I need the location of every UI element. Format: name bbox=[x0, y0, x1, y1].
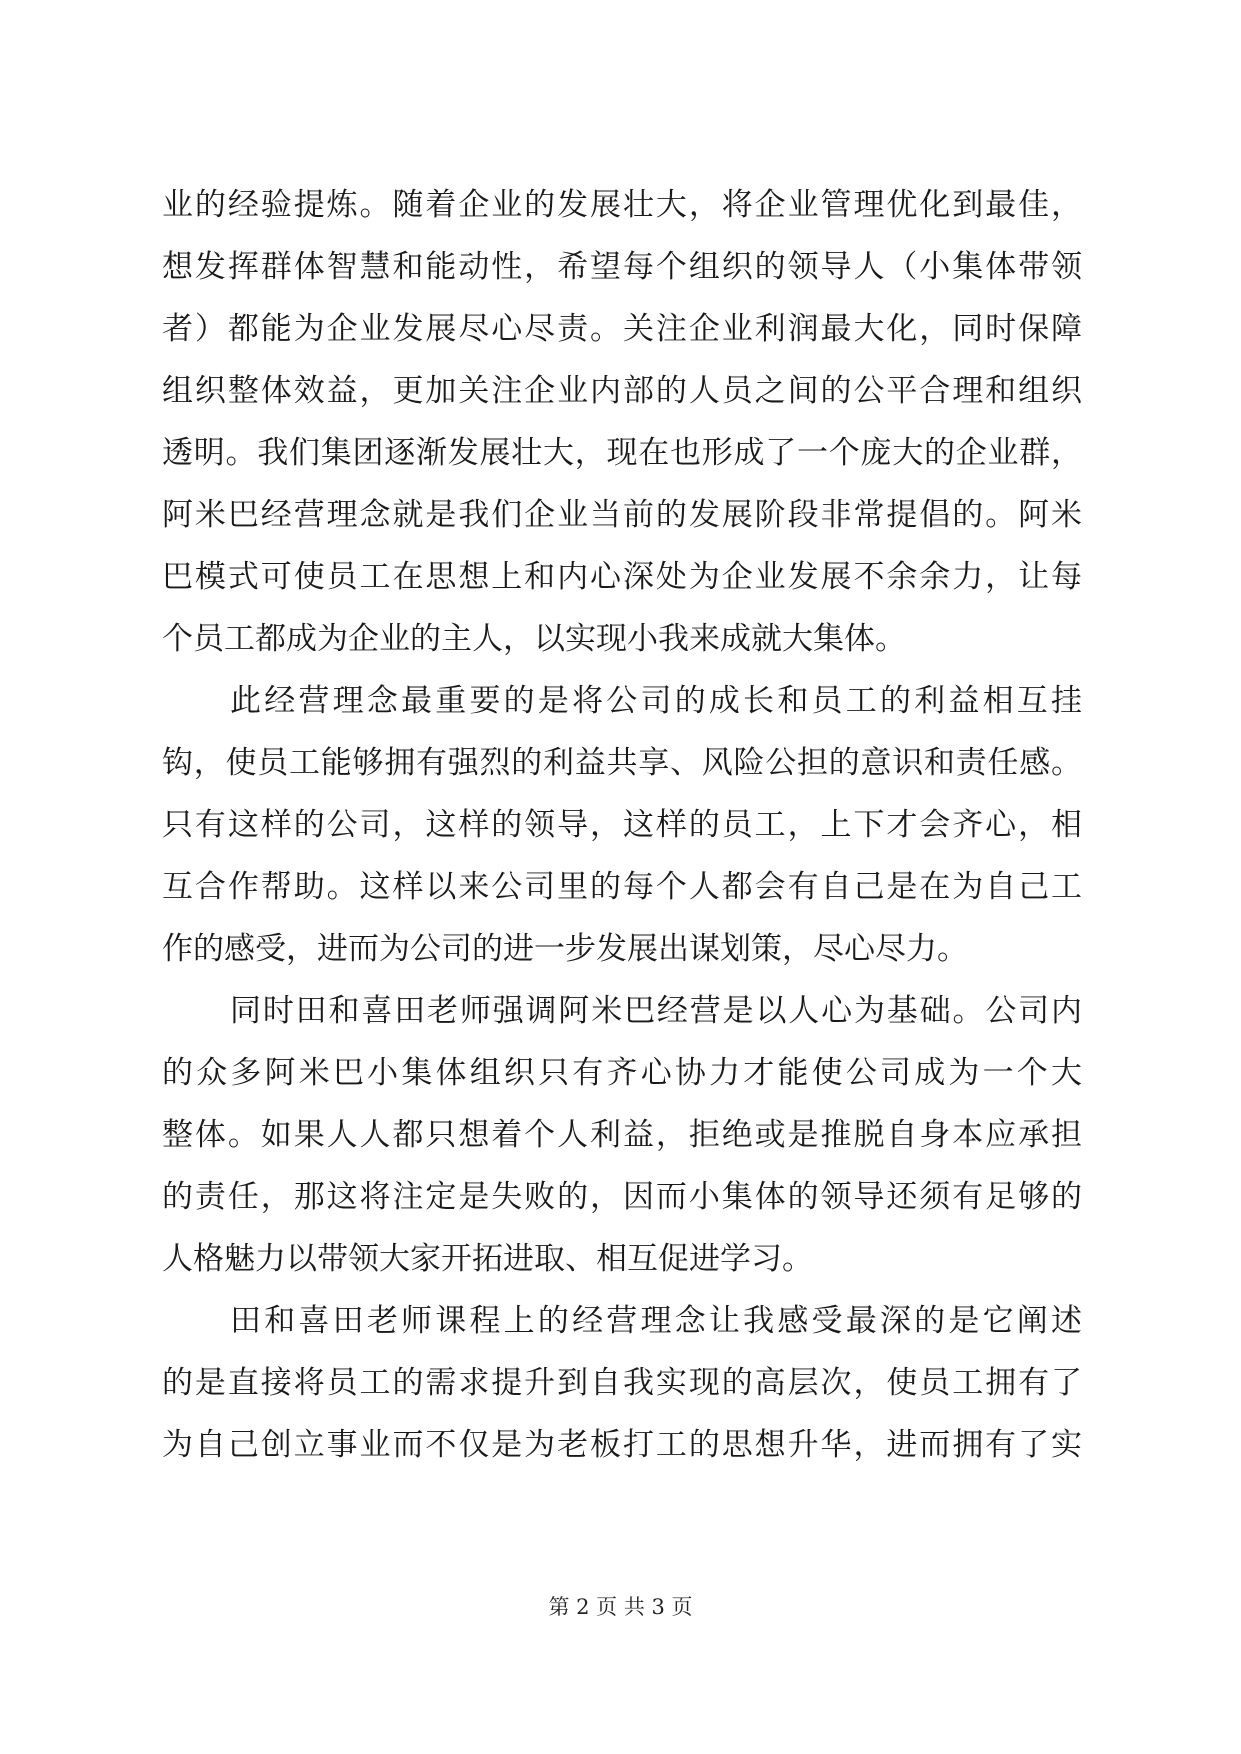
paragraph-first-line: 田和喜田老师课程上的经营理念让我感受最深的是它阐述 bbox=[230, 1303, 1082, 1339]
text-line: 互合作帮助。这样以来公司里的每个人都会有自己是在为自己工 bbox=[162, 869, 1082, 905]
text-line: 业的经验提炼。随着企业的发展壮大，将企业管理优化到最佳， bbox=[162, 187, 1082, 223]
text-line: 巴模式可使员工在思想上和内心深处为企业发展不余余力，让每 bbox=[162, 559, 1082, 595]
text-line: 整体。如果人人都只想着个人利益，拒绝或是推脱自身本应承担 bbox=[162, 1117, 1082, 1153]
text-line: 想发挥群体智慧和能动性，希望每个组织的领导人（小集体带领 bbox=[162, 249, 1082, 285]
text-line: 为自己创立事业而不仅是为老板打工的思想升华，进而拥有了实 bbox=[162, 1427, 1082, 1463]
text-line: 组织整体效益，更加关注企业内部的人员之间的公平合理和组织 bbox=[162, 373, 1082, 409]
page-number-footer: 第 2 页 共 3 页 bbox=[548, 1595, 693, 1619]
text-line: 钩，使员工能够拥有强烈的利益共享、风险公担的意识和责任感。 bbox=[162, 745, 1082, 781]
text-line: 的众多阿米巴小集体组织只有齐心协力才能使公司成为一个大 bbox=[162, 1055, 1082, 1091]
text-line: 的责任，那这将注定是失败的，因而小集体的领导还须有足够的 bbox=[162, 1179, 1082, 1215]
text-line: 阿米巴经营理念就是我们企业当前的发展阶段非常提倡的。阿米 bbox=[162, 497, 1082, 533]
text-line: 透明。我们集团逐渐发展壮大，现在也形成了一个庞大的企业群， bbox=[162, 435, 1082, 471]
text-line: 只有这样的公司，这样的领导，这样的员工，上下才会齐心，相 bbox=[162, 807, 1082, 843]
paragraph-first-line: 同时田和喜田老师强调阿米巴经营是以人心为基础。公司内 bbox=[230, 993, 1082, 1029]
text-line: 者）都能为企业发展尽心尽责。关注企业利润最大化，同时保障 bbox=[162, 311, 1082, 347]
text-line: 个员工都成为企业的主人，以实现小我来成就大集体。 bbox=[162, 621, 906, 657]
text-line: 的是直接将员工的需求提升到自我实现的高层次，使员工拥有了 bbox=[162, 1365, 1082, 1401]
text-line: 人格魅力以带领大家开拓进取、相互促进学习。 bbox=[162, 1241, 813, 1277]
paragraph-first-line: 此经营理念最重要的是将公司的成长和员工的利益相互挂 bbox=[230, 683, 1082, 719]
text-line: 作的感受，进而为公司的进一步发展出谋划策，尽心尽力。 bbox=[162, 931, 968, 967]
